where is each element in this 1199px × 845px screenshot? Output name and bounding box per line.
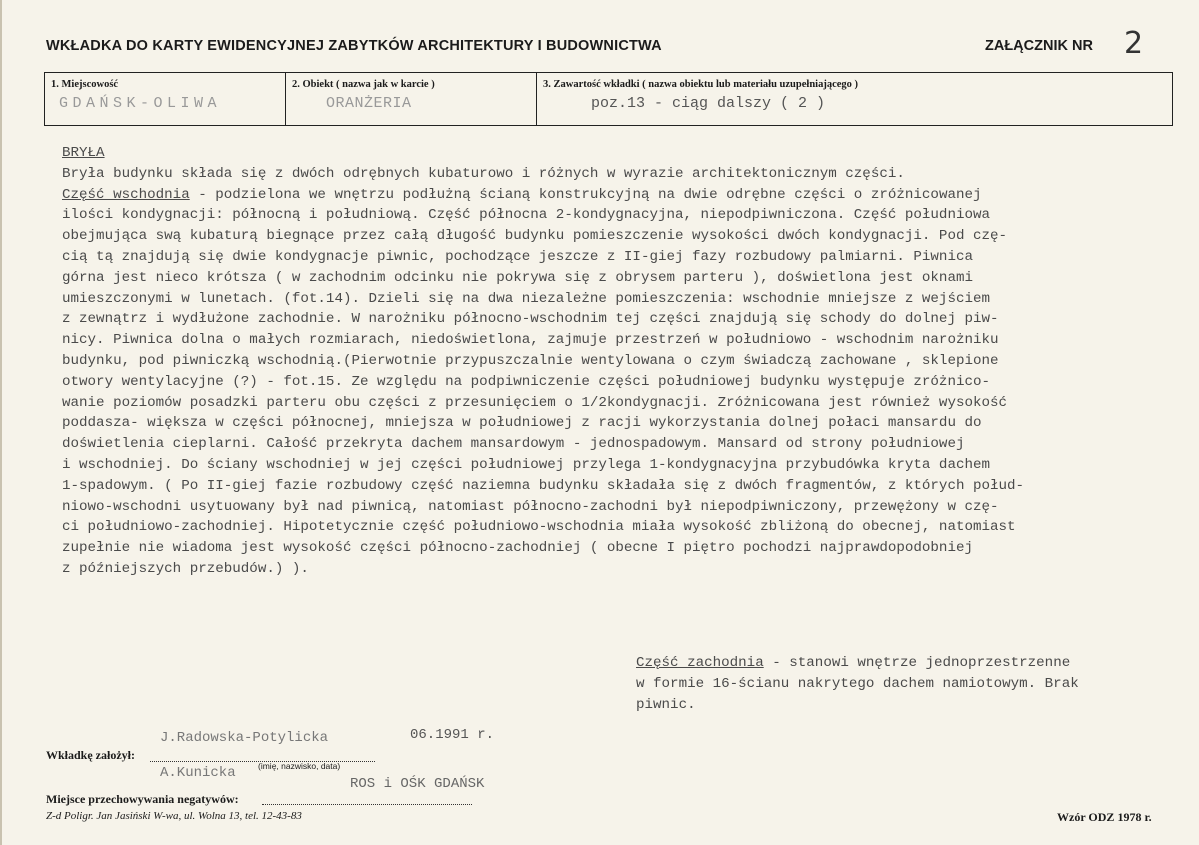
created-by-label: Wkładkę założył: — [46, 748, 135, 762]
text-line: budynku, pod piwniczką wschodnią.(Pierwotnie przypuszczalnie wentylowana o czym świadczą zachowane , sklepione — [62, 352, 999, 369]
locality-label: 1. Miejscowość — [51, 79, 119, 90]
negatives-line — [262, 804, 472, 805]
name-hint: (imię, nazwisko, data) — [258, 761, 341, 771]
locality-cell — [45, 73, 286, 125]
form-code: Wzór ODZ 1978 r. — [1057, 810, 1152, 824]
east-part-label: Część wschodnia — [62, 186, 190, 203]
text-line: nicy. Piwnica dolna o małych rozmiarach, niedoświetlona, zajmuje przestrzeń w południowo - wschodnim narożniku — [62, 332, 999, 349]
description-text — [62, 143, 1172, 580]
text-line-rest: - podzielona we wnętrzu podłużną ścianą konstrukcyjną na dwie odrębne części o zróżnicowanej — [189, 186, 982, 203]
text-line: piwnic. — [636, 696, 696, 713]
object-value: ORANŻERIA — [326, 95, 412, 112]
author-2: A.Kunicka — [160, 765, 236, 781]
attachment-number: 2 — [1124, 26, 1144, 61]
author-1: J.Radowska-Potylicka — [160, 730, 329, 746]
content-cell — [537, 73, 1172, 125]
locality-value: GDAŃSK-OLIWA — [59, 95, 222, 112]
text-line: umieszczonymi w lunetach. (fot.14). Dzieli się na dwa niezależne pomieszczenia: wschodnie mniejsze z wejściem — [62, 290, 991, 307]
text-line — [62, 185, 1172, 206]
content-label: 3. Zawartość wkładki ( nazwa obiektu lub materiału uzupełniającego ) — [543, 79, 859, 90]
text-line: cią tą znajdują się dwie kondygnacje piwnic, pochodzące jeszcze z II-giej fazy rozbudowy palmiarni. Piwnica — [62, 248, 973, 265]
text-line: otwory wentylacyjne (?) - fot.15. Ze względu na podpiwniczenie części południowej budynku występuje zróżnico- — [62, 373, 991, 390]
printer-info: Z-d Poligr. Jan Jasiński W-wa, ul. Wolna 13, tel. 12-43-83 — [46, 810, 302, 822]
section-heading — [62, 143, 1172, 164]
text-line: górna jest nieco krótsza ( w zachodnim odcinku nie pokrywa się z obrysem parteru ), doświetlona jest oknami — [62, 269, 973, 286]
text-line: ilości kondygnacji: północną i południową. Część północna 2-kondygnacyjna, niepodpiwniczona. Część południowa — [62, 207, 991, 224]
text-line: z późniejszych przebudów.) ). — [62, 560, 309, 577]
text-line: w formie 16-ścianu nakrytego dachem namiotowym. Brak — [636, 675, 1079, 692]
text-line: i wschodniej. Do ściany wschodniej w jej części południowej przylega 1-kondygnacyjna przybudówka kryta dachem — [62, 456, 991, 473]
text-line: 1-spadowym. ( Po II-giej fazie rozbudowy część naziemna budynku składała się z dwóch fragmentów, z których połud- — [62, 477, 1025, 494]
text-line: obejmująca swą kubaturą biegnące przez całą długość budynku pomieszczenie wysokości dwóch kondygnacji. Pod czę- — [62, 228, 1008, 245]
left-edge — [0, 0, 2, 845]
text-line-rest: - stanowi wnętrze jednoprzestrzenne — [763, 655, 1071, 671]
west-part-label: Część zachodnia — [636, 655, 764, 671]
text-line: Bryła budynku składa się z dwóch odrębnych kubaturowo i różnych w wyrazie architektonicznym części. — [62, 165, 905, 182]
text-line: wanie poziomów posadzki parteru obu części z przesunięciem o 1/2kondygnacji. Zróżnicowana jest również wysokość — [62, 394, 1008, 411]
institution: ROS i OŚK GDAŃSK — [350, 776, 485, 792]
creation-date: 06.1991 r. — [410, 727, 495, 743]
text-line: niowo-wschodni usytuowany był nad piwnicą, natomiast północno-zachodni był niepodpiwniczony, przewężony w czę- — [62, 498, 999, 515]
text-line — [636, 653, 1079, 674]
object-label: 2. Obiekt ( nazwa jak w karcie ) — [292, 79, 435, 90]
text-line: zupełnie nie wiadoma jest wysokość części północno-zachodniej ( obecne I piętro pochodzi najprawdopodobniej — [62, 540, 973, 557]
text-line: ci południowo-zachodniej. Hipotetycznie część południowo-wschodnia miała wysokość zbliżoną do obecnej, natomiast — [62, 519, 1016, 536]
text-line: z zewnątrz i wydłużone zachodnie. W narożniku północno-wschodnim tej części znajdują się schody do dolnej piw- — [62, 311, 999, 328]
content-value: poz.13 - ciąg dalszy ( 2 ) — [591, 95, 826, 112]
attachment-label: ZAŁĄCZNIK NR — [985, 38, 1093, 54]
text-line: doświetlenia cieplarni. Całość przekryta dachem mansardowym - jednospadowym. Mansard od strony południowej — [62, 436, 965, 453]
negatives-label: Miejsce przechowywania negatywów: — [46, 792, 239, 806]
west-part-text — [636, 653, 1079, 715]
heading-bryla: BRYŁA — [62, 145, 105, 161]
fields-grid — [44, 72, 1173, 126]
object-cell — [286, 73, 537, 125]
text-line: poddasza- większa w części północnej, mniejsza w południowej z racji wykorzystania dolnej połaci mansardu do — [62, 415, 982, 432]
form-title: WKŁADKA DO KARTY EWIDENCYJNEJ ZABYTKÓW ARCHITEKTURY I BUDOWNICTWA — [46, 38, 662, 54]
